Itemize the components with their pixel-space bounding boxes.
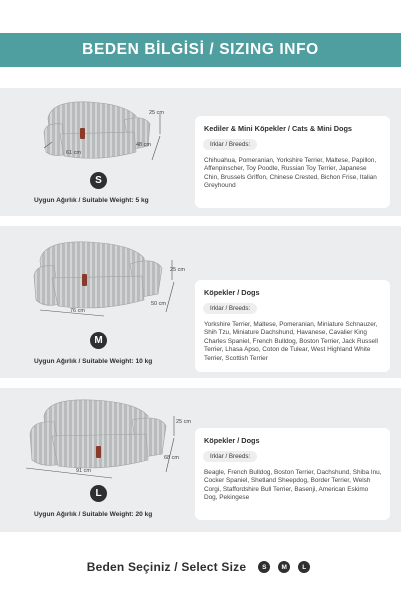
weight-label-l: Uygun Ağırlık / Suitable Weight: 20 kg [34, 511, 153, 518]
size-badge-s: S [90, 172, 107, 189]
card-title-s: Kediler & Mini Köpekler / Cats & Mini Dogs [204, 124, 352, 133]
breeds-pill-l: Irklar / Breeds: [203, 451, 257, 462]
size-option-s[interactable]: S [258, 561, 270, 573]
size-badge-m: M [90, 332, 107, 349]
depth-label-s: 48 cm [136, 142, 151, 148]
size-badge-l: L [90, 485, 107, 502]
info-card-l [195, 428, 390, 520]
card-title-l: Köpekler / Dogs [204, 436, 260, 445]
height-label-l: 25 cm [176, 419, 191, 425]
breeds-text-s: Chihuahua, Pomeranian, Yorkshire Terrier, Maltese, Papillon, Affenpinscher, Toy Poodle, Russian Toy Terrier, Japanese Chin, Brussels Griffon, Chinese Crested, Bichon Frise, Italian Greyhound [204, 157, 377, 190]
info-card-s [195, 116, 390, 208]
height-label-s: 25 cm [149, 110, 164, 116]
breeds-text-m: Yorkshire Terrier, Maltese, Pomeranian, Miniature Schnauzer, Shih Tzu, Miniature Dachshund, Havanese, Cavalier King Charles Spaniel, French Bulldog, Boston Terrier, Jack Russell Terrier, Lhasa Apso, Coton de Tulear, West Highland White Terrier, Scottish Terrier [204, 321, 378, 362]
breeds-pill-m: Irklar / Breeds: [203, 303, 257, 314]
breeds-pill-s: Irklar / Breeds: [203, 139, 257, 150]
select-size-label: Beden Seçiniz / Select Size [86, 560, 247, 574]
size-option-l[interactable]: L [298, 561, 310, 573]
height-label-m: 25 cm [170, 267, 185, 273]
size-section-m [0, 226, 401, 378]
page-header [0, 33, 401, 67]
card-title-m: Köpekler / Dogs [204, 288, 260, 297]
header-title: BEDEN BİLGİSİ / SIZING INFO [82, 41, 319, 58]
info-card-m [195, 280, 390, 372]
depth-label-m: 50 cm [151, 301, 166, 307]
width-label-l: 91 cm [76, 468, 91, 474]
size-option-m[interactable]: M [278, 561, 290, 573]
weight-label-s: Uygun Ağırlık / Suitable Weight: 5 kg [34, 197, 149, 204]
weight-label-m: Uygun Ağırlık / Suitable Weight: 10 kg [34, 358, 153, 365]
width-label-s: 61 cm [66, 150, 81, 156]
size-section-l [0, 388, 401, 532]
select-size-bar [0, 555, 401, 579]
breeds-text-l: Beagle, French Bulldog, Boston Terrier, Dachshund, Shiba Inu, Cocker Spaniel, Shetland Sheepdog, Border Terrier, Welsh Corgi, Staffordshire Bull Terrier, Basenji, American Eskimo Dog, Pekingese [204, 469, 382, 502]
depth-label-l: 68 cm [164, 455, 179, 461]
width-label-m: 76 cm [70, 308, 85, 314]
size-section-s [0, 88, 401, 216]
